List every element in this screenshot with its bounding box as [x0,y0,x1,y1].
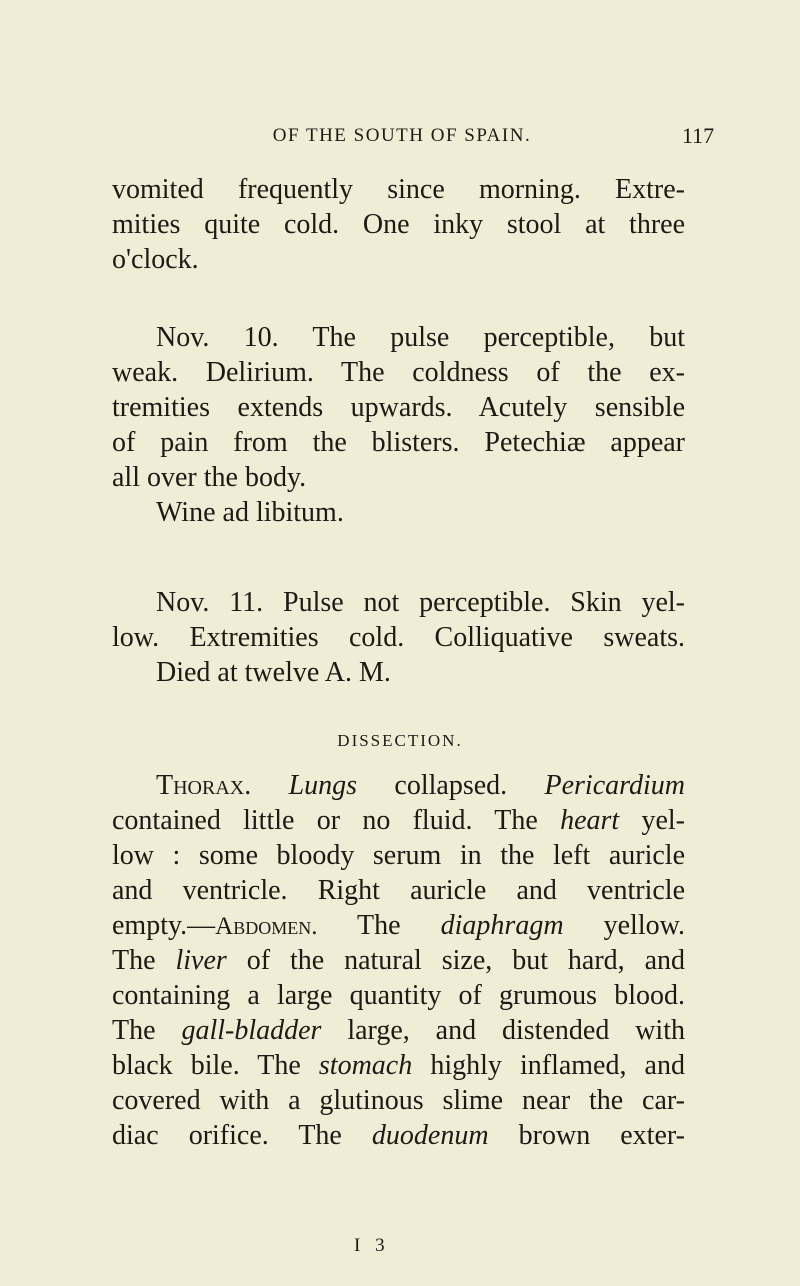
text-line: weak. Delirium. The coldness of the ex- [112,357,685,388]
text-line: The liver of the natural size, but hard, and [112,945,686,976]
text-line: of pain from the blisters. Petechiæ appear [112,427,685,458]
paragraph-nov-11 [112,585,685,690]
term-duodenum: duodenum [371,1120,489,1151]
term-diaphragm: diaphragm [440,910,564,941]
text-line: mities quite cold. One inky stool at three [112,209,685,240]
term-gall-bladder: gall-bladder [181,1015,322,1046]
text-line: Died at twelve A. M. [156,657,391,688]
text-line: low. Extremities cold. Colliquative sweats. [112,622,685,653]
section-heading: DISSECTION. [337,731,463,750]
text-line: black bile. The stomach highly inflamed, and [112,1050,685,1081]
paragraph-1 [112,172,685,277]
text-line: tremities extends upwards. Acutely sensible [112,392,685,423]
text-line: Wine ad libitum. [156,497,344,528]
term-liver: liver [175,945,227,976]
term-stomach: stomach [318,1050,413,1081]
text-line: The gall-bladder large, and distended with [112,1015,685,1046]
term-abdomen: Abdomen. [215,913,318,940]
text-line: empty.—Abdomen. The diaphragm yellow. [112,910,685,941]
term-heart: heart [560,805,620,836]
text-line: low : some bloody serum in the left auricle [112,840,685,871]
term-pericardium: Pericardium [544,770,685,801]
term-thorax: Thorax. [156,770,252,801]
signature-mark: I 3 [354,1235,390,1256]
text-line: contained little or no fluid. The heart yel- [112,805,685,836]
paragraph-nov-10 [112,320,685,530]
running-head: OF THE SOUTH OF SPAIN. [272,125,532,146]
text-line: diac orifice. The duodenum brown exter- [112,1120,685,1151]
text-line: all over the body. [112,462,307,493]
text-line: containing a large quantity of grumous blood. [112,980,685,1011]
paragraph-dissection [112,768,685,1153]
text-line: Thorax. Lungs collapsed. Pericardium [156,770,685,801]
page-number: 117 [682,123,715,148]
text-line: and ventricle. Right auricle and ventricle [112,875,685,906]
text-line: covered with a glutinous slime near the car- [112,1085,685,1116]
text-line: Nov. 11. Pulse not perceptible. Skin yel- [156,587,685,618]
text-line: o'clock. [112,244,199,275]
term-lungs: Lungs [288,770,358,801]
text-line: vomited frequently since morning. Extre- [112,174,685,205]
text-line: Nov. 10. The pulse perceptible, but [156,322,685,353]
